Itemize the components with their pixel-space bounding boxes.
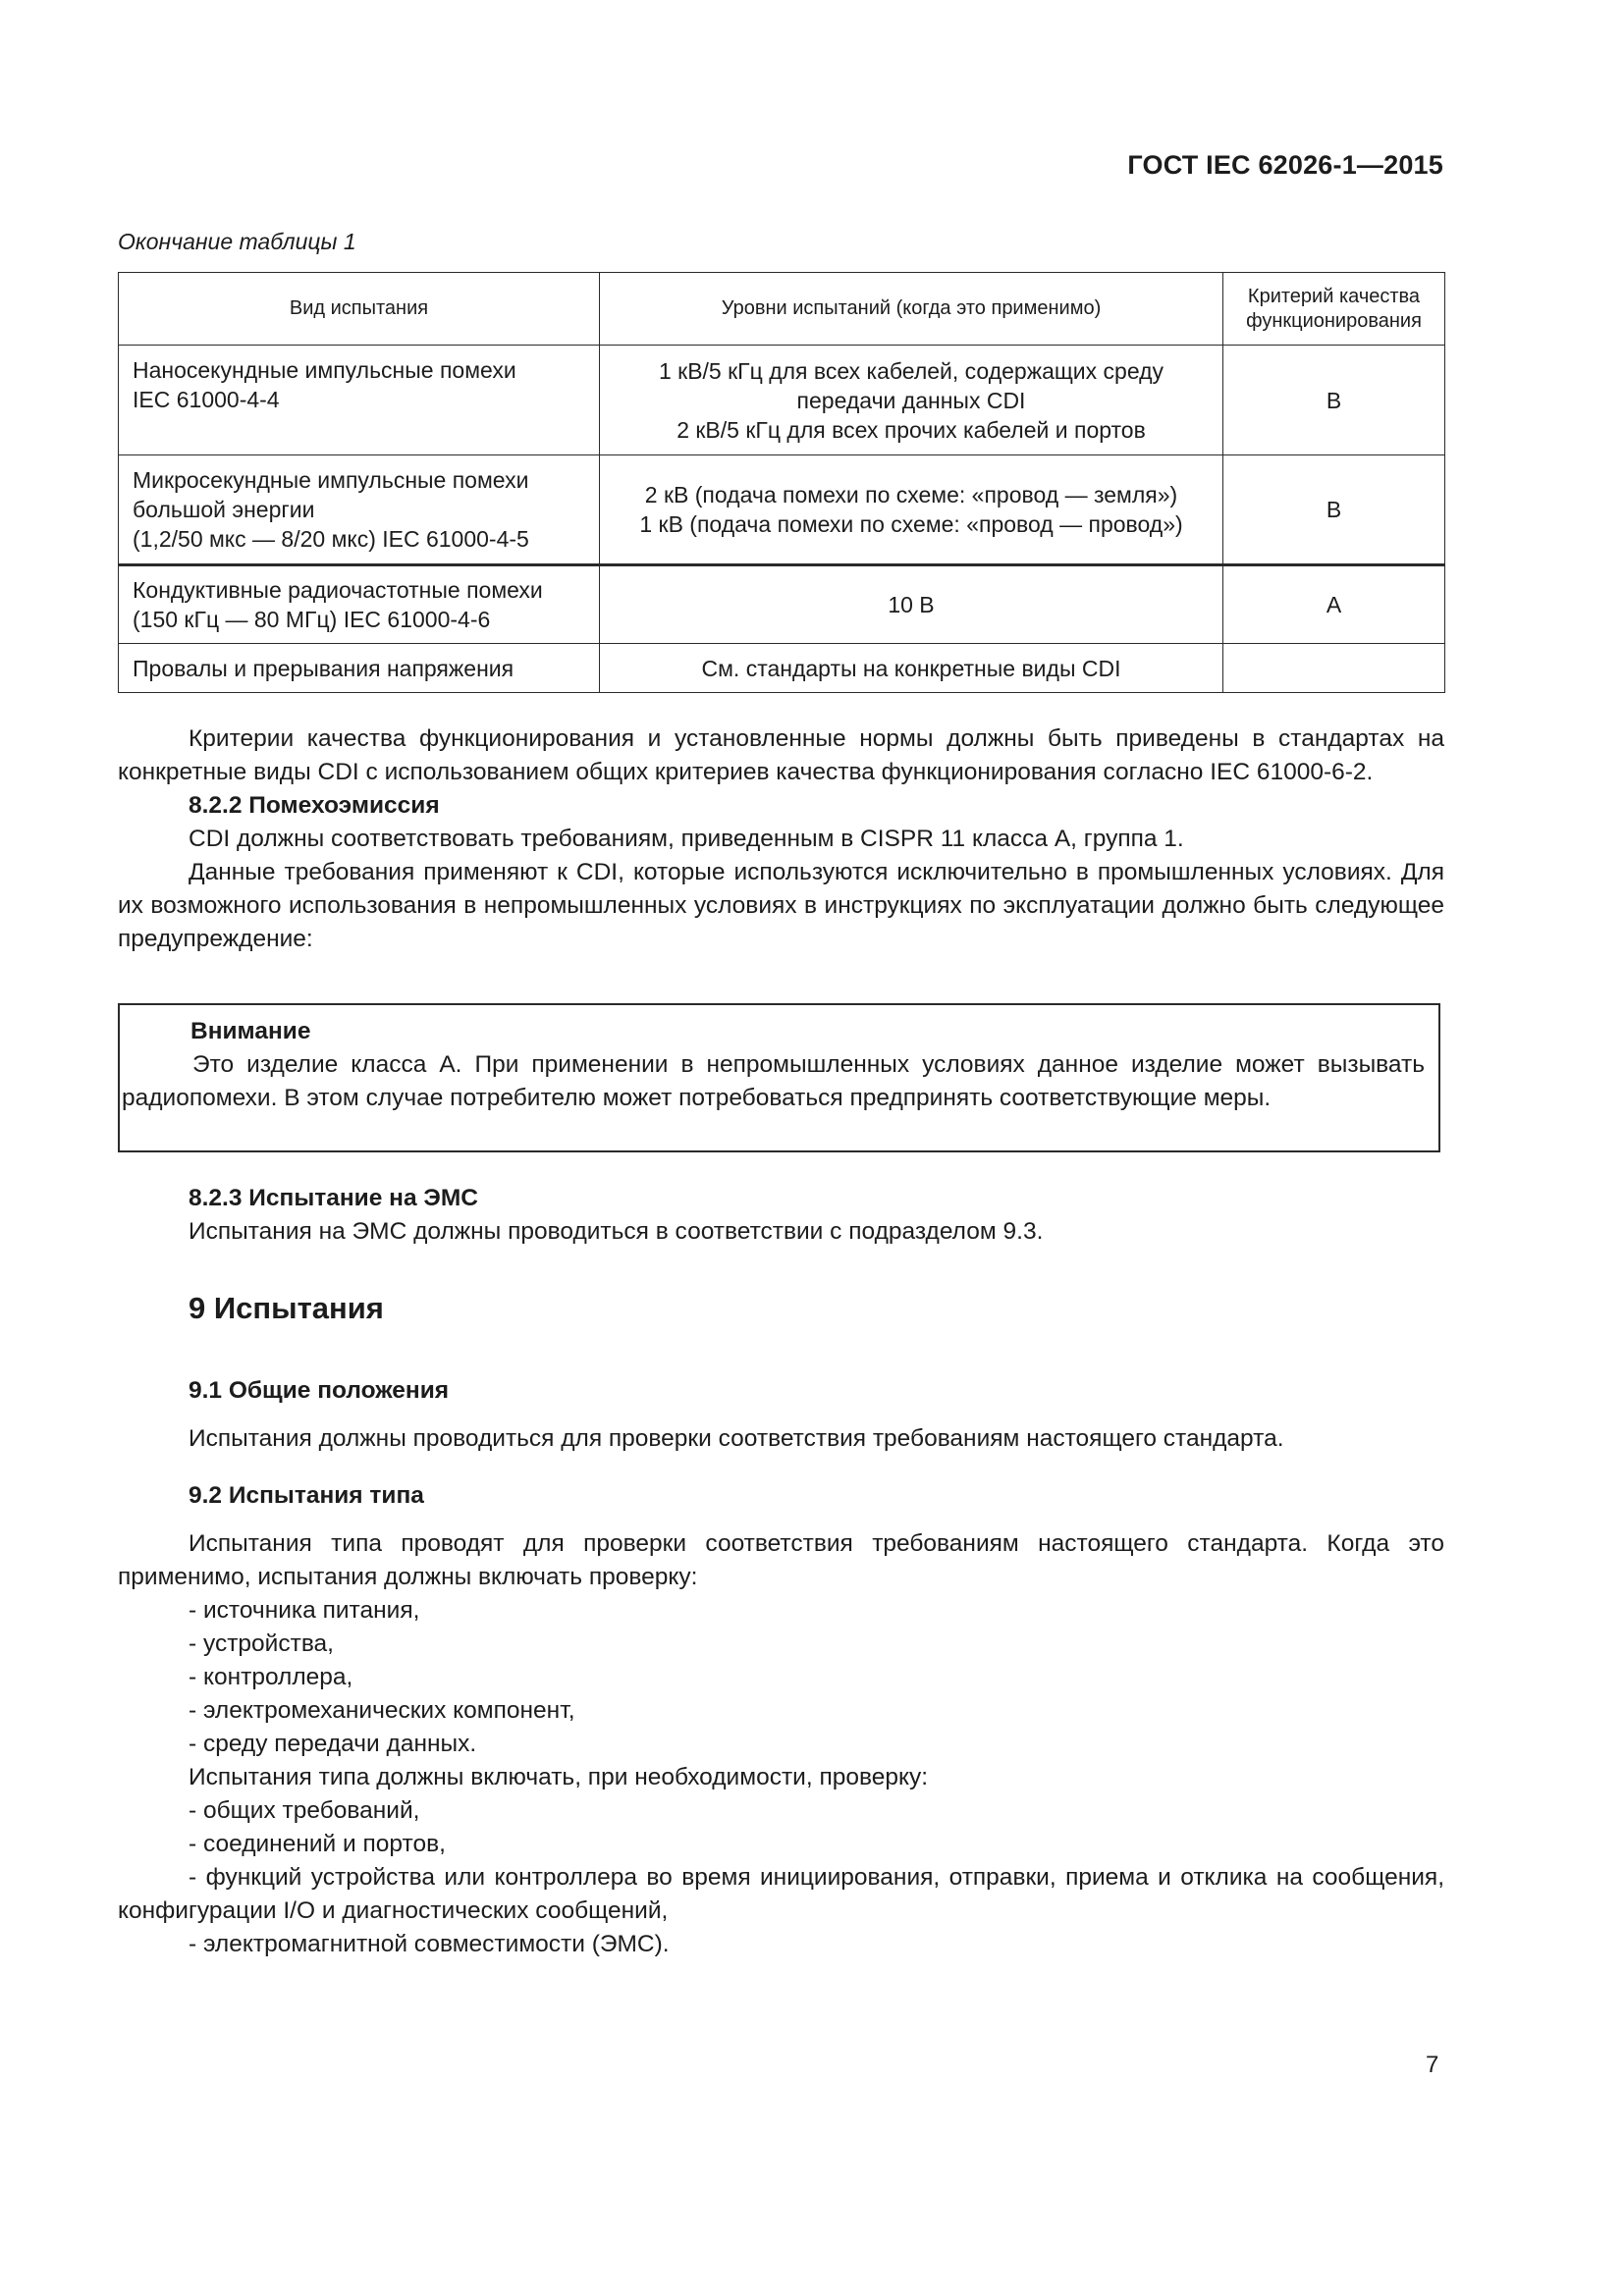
check-list-b — [118, 1794, 1444, 1961]
test-cell: Микросекундные импульсные помехи большой энергии (1,2/50 мкс — 8/20 мкс) IEC 61000-4-5 — [119, 455, 600, 565]
heading-8-2-2: 8.2.2 Помехоэмиссия — [189, 792, 440, 819]
table-row — [119, 644, 1445, 693]
heading-9-2: 9.2 Испытания типа — [189, 1482, 424, 1509]
column-header: Уровни испытаний (когда это применимо) — [600, 273, 1223, 346]
table-row — [119, 565, 1445, 644]
list-item: - электромагнитной совместимости (ЭМС). — [189, 1931, 670, 1957]
table-row — [119, 455, 1445, 565]
test-cell: Кондуктивные радиочастотные помехи (150 кГц — 80 МГц) IEC 61000-4-6 — [119, 565, 600, 644]
section-823-block — [118, 1182, 1444, 1249]
paragraph: Испытания на ЭМС должны проводиться в соответствии с подразделом 9.3. — [189, 1218, 1044, 1245]
heading-9: 9 Испытания — [189, 1291, 384, 1325]
table-header-row — [119, 273, 1445, 346]
criterion-cell: A — [1223, 565, 1445, 644]
check-list-a — [118, 1594, 1444, 1761]
test-cell: Провалы и прерывания напряжения — [119, 644, 600, 693]
criterion-cell: B — [1223, 346, 1445, 455]
levels-cell: 1 кВ/5 кГц для всех кабелей, содержащих среду передачи данных CDI 2 кВ/5 кГц для всех прочих кабелей и портов — [600, 346, 1223, 455]
list-item: - общих требований, — [189, 1797, 420, 1824]
section-91-text — [118, 1422, 1444, 1456]
paragraph: Данные требования применяют к CDI, которые используются исключительно в промышленных условиях. Для их возможного использования в непромышленных условиях в инструкциях по эксплуатации должно быть следующее предупреждение: — [118, 859, 1444, 952]
warning-text: Это изделие класса А. При применении в непромышленных условиях данное изделие может вызывать радиопомехи. В этом случае потребителю может потребоваться предпринять соответствующие меры. — [122, 1051, 1425, 1111]
warning-box — [118, 1003, 1440, 1152]
paragraph: Испытания типа должны включать, при необходимости, проверку: — [189, 1764, 929, 1790]
list-item: - устройства, — [189, 1630, 334, 1657]
levels-cell: 10 В — [600, 565, 1223, 644]
column-header: Критерий качества функционирования — [1223, 273, 1445, 346]
section-91-block — [118, 1374, 1444, 1408]
column-header: Вид испытания — [119, 273, 600, 346]
list-item: - электромеханических компонент, — [189, 1697, 575, 1724]
warning-title: Внимание — [190, 1018, 311, 1044]
table-row — [119, 346, 1445, 455]
section-822-block — [118, 722, 1444, 956]
section-92-heading-block — [118, 1479, 1444, 1513]
list-item: - среду передачи данных. — [189, 1731, 477, 1757]
list-item: - функций устройства или контроллера во время инициирования, отправки, приема и отклика на сообщения, конфигурации I/O и диагностических сообщений, — [118, 1864, 1444, 1924]
heading-8-2-3: 8.2.3 Испытание на ЭМС — [189, 1185, 478, 1211]
test-levels-table — [118, 272, 1445, 693]
list-item: - контроллера, — [189, 1664, 353, 1690]
paragraph: CDI должны соответствовать требованиям, приведенным в CISPR 11 класса A, группа 1. — [189, 826, 1184, 852]
levels-cell: 2 кВ (подача помехи по схеме: «провод — земля») 1 кВ (подача помехи по схеме: «провод — провод») — [600, 455, 1223, 565]
criterion-cell — [1223, 644, 1445, 693]
list-item: - соединений и портов, — [189, 1831, 446, 1857]
standard-header: ГОСТ IEC 62026-1—2015 — [1127, 150, 1443, 180]
section-92-block — [118, 1527, 1444, 1961]
criteria-paragraph: Критерии качества функционирования и установленные нормы должны быть приведены в стандартах на конкретные виды CDI с использованием общих критериев качества функционирования согласно IEC 61000-6-2. — [118, 725, 1444, 785]
criterion-cell: B — [1223, 455, 1445, 565]
heading-9-1: 9.1 Общие положения — [189, 1377, 450, 1404]
test-cell: Наносекундные импульсные помехи IEC 61000-4-4 — [119, 346, 600, 455]
list-item: - источника питания, — [189, 1597, 420, 1624]
page-number: 7 — [1426, 2052, 1439, 2078]
paragraph: Испытания должны проводиться для проверки соответствия требованиям настоящего стандарта. — [189, 1425, 1284, 1452]
levels-cell: См. стандарты на конкретные виды CDI — [600, 644, 1223, 693]
paragraph: Испытания типа проводят для проверки соответствия требованиям настоящего стандарта. Когда это применимо, испытания должны включать проверку: — [118, 1530, 1444, 1590]
table-caption: Окончание таблицы 1 — [118, 229, 356, 254]
